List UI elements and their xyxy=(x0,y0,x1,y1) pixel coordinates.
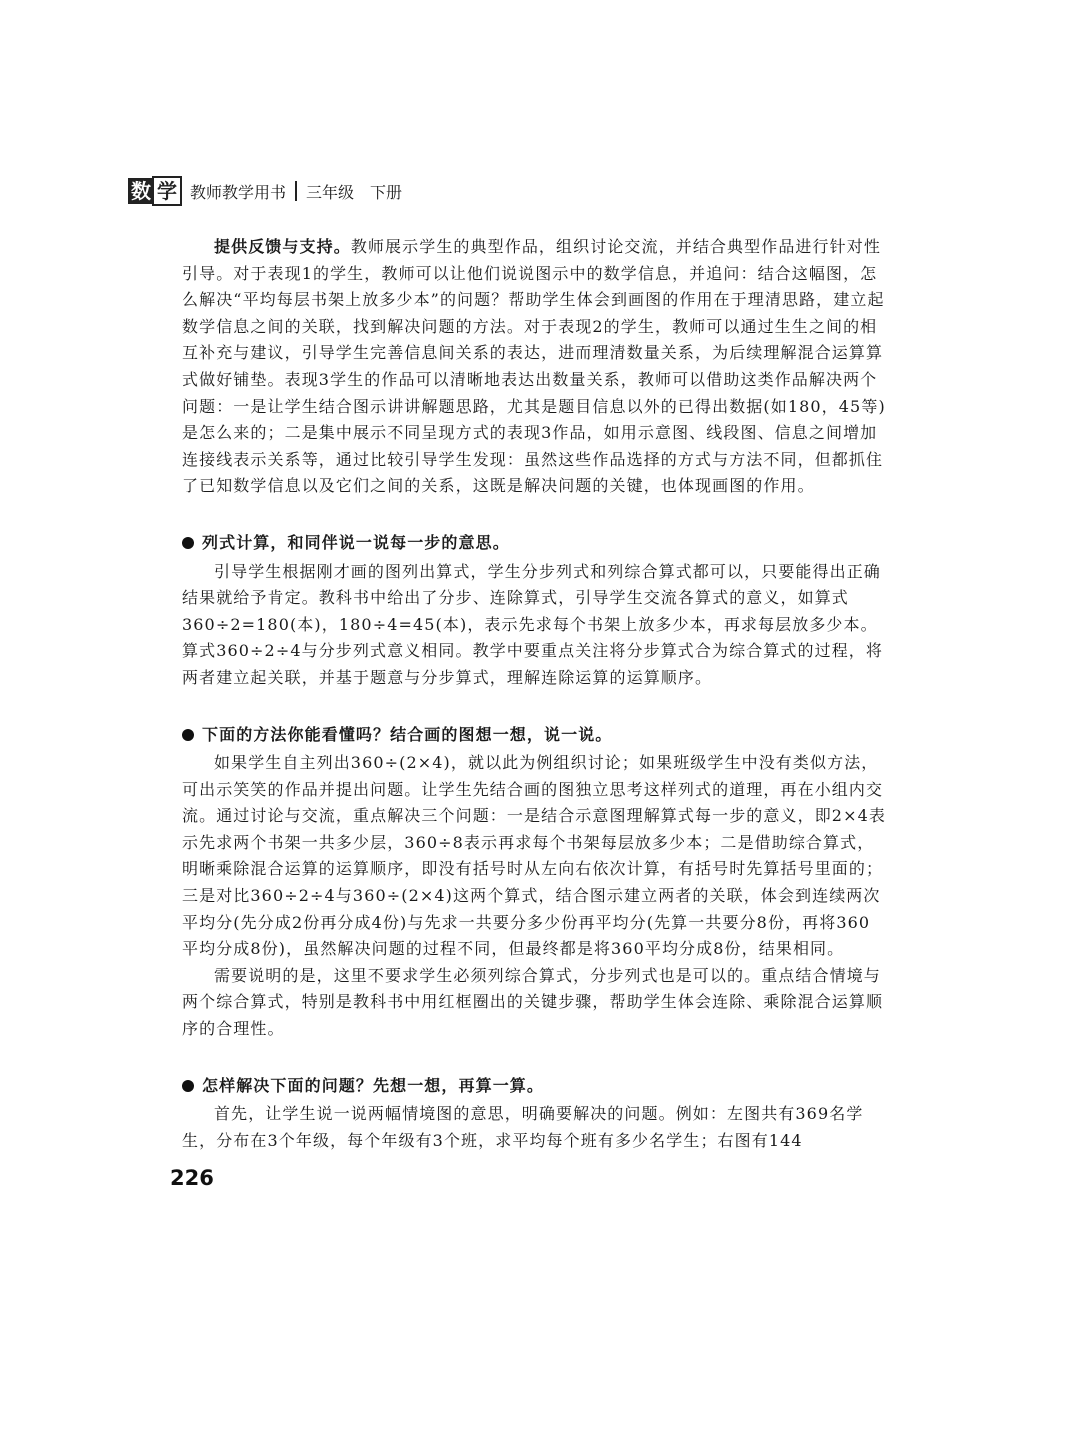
book-title: 教师教学用书 xyxy=(190,182,287,202)
heading-text: 列式计算，和同伴说一说每一步的意思。 xyxy=(202,532,510,552)
page-body xyxy=(182,234,886,1154)
bullet-icon xyxy=(182,537,194,549)
heading-text: 怎样解决下面的问题？先想一想，再算一算。 xyxy=(202,1075,545,1095)
section-heading-problem xyxy=(182,1073,886,1100)
paragraph-problem: 首先，让学生说一说两幅情境图的意思，明确要解决的问题。例如：左图共有369名学生，分布在3个年级，每个年级有3个班，求平均每个班有多少名学生；右图有144 xyxy=(182,1104,864,1150)
page-number: 226 xyxy=(170,1166,214,1190)
logo-char-1: 数 xyxy=(128,178,154,204)
paragraph-calculation: 引导学生根据刚才画的图列出算式，学生分步列式和列综合算式都可以，只要能得出正确结果就给予肯定。教科书中给出了分步、连除算式，引导学生交流各算式的意义，如算式360÷2=180(本)，180÷4=45(本)，表示先求每个书架上放多少本，再求每层放多少本。算式360÷2÷4与分步列式意义相同。教学中要重点关注将分步算式合为综合算式的过程，将两者建立起关联，并基于题意与分步算式，理解连除运算的运算顺序。 xyxy=(182,561,884,687)
heading-text: 下面的方法你能看懂吗？结合画的图想一想，说一说。 xyxy=(202,724,613,744)
paragraph-feedback xyxy=(182,234,886,500)
grade-label: 三年级 下册 xyxy=(306,182,403,202)
section-heading-calculation xyxy=(182,530,886,557)
paragraph-lead: 提供反馈与支持。 xyxy=(214,237,351,256)
bullet-icon xyxy=(182,729,194,741)
paragraph-text: 教师展示学生的典型作品，组织讨论交流，并结合典型作品进行针对性引导。对于表现1的学生，教师可以让他们说说图示中的数学信息，并追问：结合这幅图，怎么解决“平均每层书架上放多少本”的问题？帮助学生体会到画图的作用在于理清思路，建立起数学信息之间的关联，找到解决问题的方法。对于表现2的学生，教师可以通过生生之间的相互补充与建议，引导学生完善信息间关系的表达，进而理清数量关系，为后续理解混合运算算式做好铺垫。表现3学生的作品可以清晰地表达出数量关系，教师可以借助这类作品解决两个问题：一是让学生结合图示讲讲解题思路，尤其是题目信息以外的已得出数据(如180，45等)是怎么来的；二是集中展示不同呈现方式的表现3作品，如用示意图、线段图、信息之间增加连接线表示关系等，通过比较引导学生发现：虽然这些作品选择的方式与方法不同，但都抓住了已知数学信息以及它们之间的关系，这既是解决问题的关键，也体现画图的作用。 xyxy=(182,237,886,496)
logo-char-2: 学 xyxy=(152,176,182,206)
paragraph-method: 如果学生自主列出360÷(2×4)，就以此为例组织讨论；如果班级学生中没有类似方法，可出示笑笑的作品并提出问题。让学生先结合画的图独立思考这样列式的道理，再在小组内交流。通过讨论与交流，重点解决三个问题：一是结合示意图理解算式每一步的意义，即2×4表示先求两个书架一共多少层，360÷8表示再求每个书架每层放多少本；二是借助综合算式，明晰乘除混合运算的运算顺序，即没有括号时从左向右依次计算，有括号时先算括号里面的；三是对比360÷2÷4与360÷(2×4)这两个算式，结合图示建立两者的关联，体会到连续两次平均分(先分成2份再分成4份)与先求一共要分多少份再平均分(先算一共要分8份，再将360平均分成8份)，虽然解决问题的过程不同，但最终都是将360平均分成8份，结果相同。 xyxy=(182,753,886,959)
bullet-icon xyxy=(182,1080,194,1092)
section-heading-method xyxy=(182,722,886,749)
header-divider xyxy=(295,181,297,201)
page-header xyxy=(128,176,402,206)
paragraph-note: 需要说明的是，这里不要求学生必须列综合算式，分步列式也是可以的。重点结合情境与两个综合算式，特别是教科书中用红框圈出的关键步骤，帮助学生体会连除、乘除混合运算顺序的合理性。 xyxy=(182,965,884,1039)
math-logo xyxy=(128,176,182,206)
